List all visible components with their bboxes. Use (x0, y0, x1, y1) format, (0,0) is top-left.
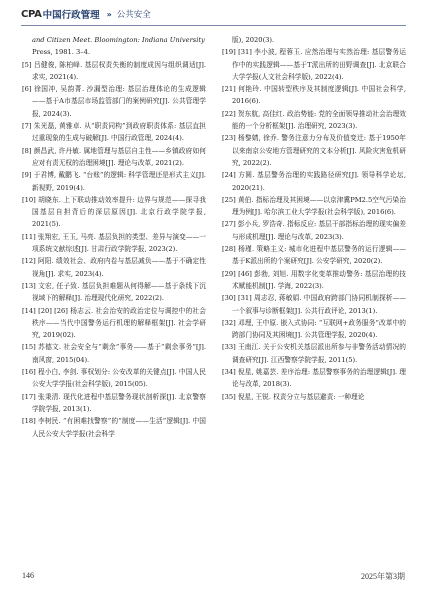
section-title: 公共安全 (116, 10, 151, 20)
reference-item: [14] [20] [26] 杨志云. 社会治安的政治定位与调控中的社会秩序——当代中国警务运行机理的解释框架[J]. 社会学研究, 2019(02). (22, 306, 206, 340)
reference-item: [23] 杨黎婧, 徐乔. 警务注意力分布及价值变迁: 基于1950年以来南京公安地方管理研究的文本分析[J]. 风险灾害危机研究, 2022(2). (222, 134, 406, 167)
reference-item: [8] 颜昌武, 许丹敏. 属地管理与基层自主性——乡镇政府如何应对有责无权的治理困境[J]. 理论与改革, 2021(2). (22, 146, 206, 167)
reference-item: [33] 王南江. 关于公安机关基层派出所参与非警务活动情况的调查研究[J]. 江西警察学院学报, 2011(5). (222, 343, 406, 364)
reference-item: [27] 彭小兵, 罗浩奇. 指标反应: 基层干部指标治理的现实偏差与形成机理[J]. 理论与改革, 2023(3). (222, 220, 406, 241)
reference-item: [30] [31] 周志忍, 蒋敏娟. 中国政府跨部门协同机制探析——一个叙事与诊断框架[J]. 公共行政评论, 2013(1). (222, 294, 406, 315)
references-left-column (22, 34, 206, 440)
reference-item: [5] 吕健俊, 陈柏峰. 基层权责失衡的制度成因与组织调适[J]. 求实, 2021(4). (22, 60, 206, 81)
reference-continuation: Press, 1981. 3–4. (32, 48, 91, 57)
reference-continuation: 版), 2020(3). (232, 36, 275, 44)
journal-title: 中国行政管理 (42, 10, 100, 21)
issue-label: 2025年第3期 (361, 572, 405, 581)
reference-item: [25] 黄伯. 指标治理及其困境——以京津冀PM2.5空气污染治理为例[J]. 哈尔滨工业大学学报(社会科学版), 2016(6). (222, 195, 406, 217)
reference-item: [6] 徐国冲, 吴韵菁. 沙漏型治理: 基层治理体论的生成逻辑——基于A市基层市场监管部门的案例研究[J]. 公共管理学报, 2024(3). (22, 85, 206, 118)
reference-item: [7] 朱光磊, 黄雅卓. 从“职责同构”到政府职责体系: 基层直担过重现象的生成与破解[J]. 中国行政管理, 2024(4). (22, 122, 206, 143)
reference-item: [19] [31] 李小波, 程蓉玉. 应然治理与实然治理: 基层警务运作中的实践逻辑——基于T派出所的田野调查[J]. 北京联合大学学报(人文社会科学版), 2022(4). (222, 48, 406, 81)
journal-logo: CPA (21, 8, 42, 20)
reference-item: [12] 阿阳. 绩效社会、政府内卷与基层减负——基于不确定性视角[J]. 求实, 2023(4). (22, 257, 206, 278)
reference-item: [13] 文宏, 任子致. 基层负担难题从何得解——基于条线下沉视域下的解释[J]. 治理现代化研究, 2022(2). (22, 281, 206, 303)
reference-item: [11] 张翔宏, 王玉, 马亮. 基层负担的类型、差异与演变——一项系统文献综述[J]. 甘肃行政学院学报, 2023(2). (22, 232, 206, 254)
reference-item: [9] 于君博, 戴鹏飞. “台账”的逻辑: 科学管理还是形式主义[J]. 新视野, 2019(4). (22, 171, 206, 192)
reference-item: [34] 倪星, 姚嘉芸. 差序治理: 基层警察事务的治理逻辑[J]. 理论与改革, 2018(3). (222, 368, 406, 389)
reference-item: [35] 倪星, 王锐. 权责分立与基层避责: 一种理论 (222, 392, 365, 401)
reference-item: [10] 胡晓东. 上下联动推动效率提升: 边界与规范——探寻我国基层自担背后的深层原因[J]. 北京行政学院学报, 2021(5). (22, 195, 206, 229)
header-rule (21, 25, 406, 26)
reference-item: [16] 程小白, 李剑. 事权划分: 公安改革的关键点[J]. 中国人民公安大学学报(社会科学版), 2015(05). (22, 368, 206, 389)
reference-item: [24] 方圆. 基层警务治理的实践路径研究[J]. 领导科学论坛, 2020(21). (222, 171, 406, 192)
reference-item: [22] 贺东航, 高佳红. 政治势能: 党的全面领导推动社会治理效能的一个分析框架[J]. 治理研究, 2023(3). (222, 109, 406, 131)
reference-item: [21] 何艳玲. 中国转型秩序及其制度逻辑[J]. 中国社会科学, 2016(6). (222, 85, 406, 106)
reference-item: [32] 邓理, 王中原. 嵌入式协同: “互联网+政务服务”改革中的跨部门协同及其困境[J]. 公共管理学报, 2020(4). (222, 318, 406, 340)
references-right-column (222, 34, 406, 403)
reference-item: [29] [46] 彭勃, 刘旭. 用数字化变革推动警务: 基层治理的技术赋能机制[J]. 学海, 2022(3). (222, 269, 406, 290)
reference-item: [17] 张秉清. 现代化进程中基层警务现状剖析探[J]. 北京警察学院学报, 2013(1). (22, 392, 206, 413)
reference-item: [28] 杨瑾. 策略主义: 城市化进程中基层警务的运行逻辑——基于K派出所的个案研究[J]. 公安学研究, 2020(2). (222, 245, 406, 266)
page-number: 146 (22, 571, 34, 580)
header-separator: » (106, 9, 112, 19)
reference-item: [18] 李树民. “有困难找警察”的“制度——生活”逻辑[J]. 中国人民公安大学学报(社会科学 (22, 417, 206, 438)
reference-item: [15] 苏德文. 社会安全与“剩余”事务——基于“剩余事务”[J]. 南风窗, 2015(04). (22, 343, 206, 364)
reference-continuation: and Citizen Meet. Bloomington: Indiana University (32, 36, 205, 44)
page-header (21, 6, 151, 22)
